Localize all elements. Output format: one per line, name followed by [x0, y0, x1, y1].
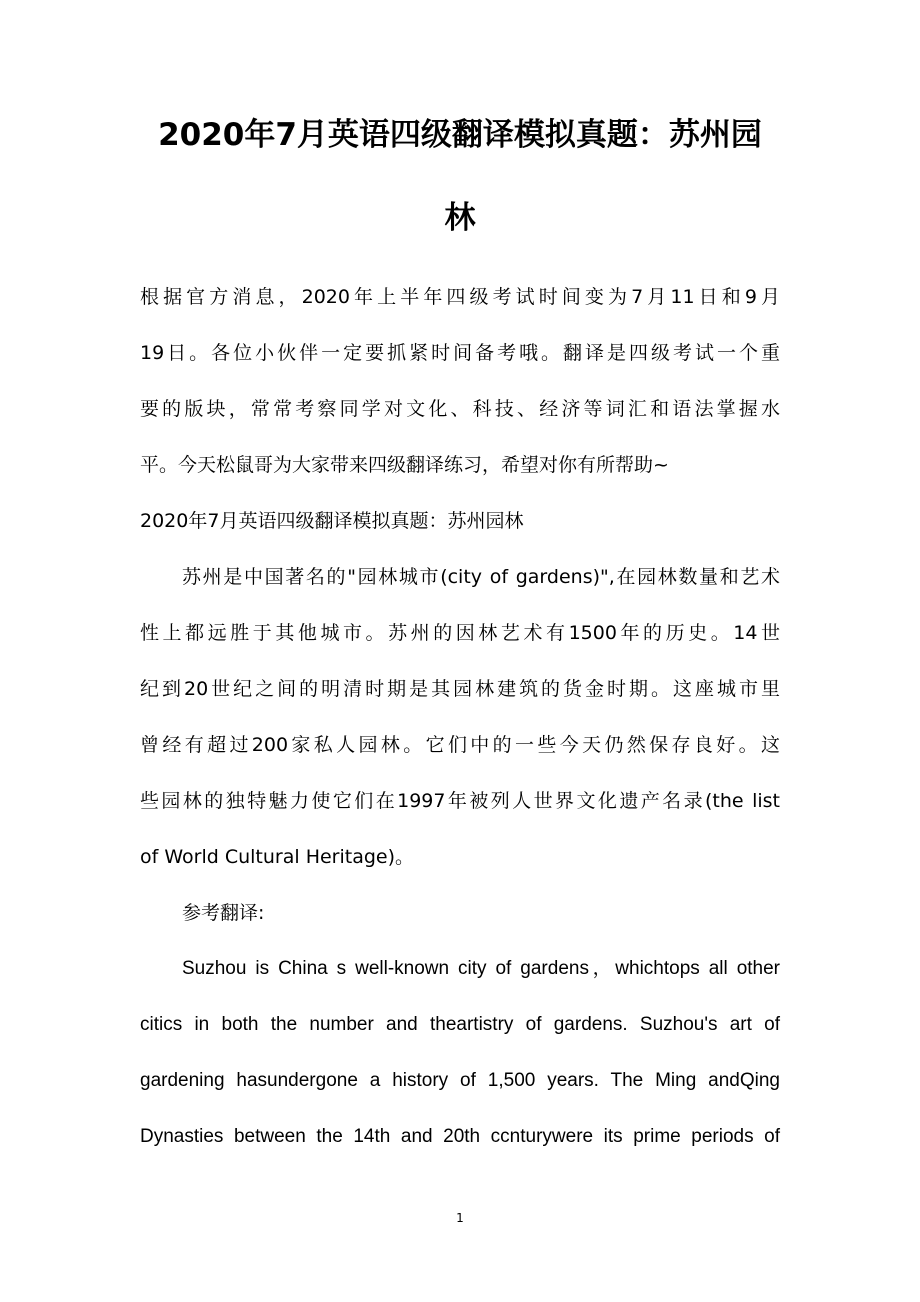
passage-line-5: 些园林的独特魅力使它们在1997年被列人世界文化遗产名录(the list	[140, 790, 780, 812]
translation-line-3: gardening hasundergone a history of 1,500 years. The Ming andQing	[140, 1070, 780, 1091]
passage-line-6: of World Cultural Heritage)。	[140, 846, 415, 868]
intro-line-1: 根据官方消息，2020年上半年四级考试时间变为7月11日和9月	[140, 286, 780, 308]
subtitle: 2020年7月英语四级翻译模拟真题：苏州园林	[140, 510, 524, 532]
page-number: 1	[456, 1211, 464, 1225]
document-title-line-1: 2020年7月英语四级翻译模拟真题：苏州园	[158, 117, 762, 153]
intro-line-4: 平。今天松鼠哥为大家带来四级翻译练习，希望对你有所帮助~	[140, 454, 669, 476]
passage-line-1: 苏州是中国著名的"园林城市(city of gardens)",在园林数量和艺术	[182, 566, 780, 588]
translation-line-2: citics in both the number and theartistry of gardens. Suzhou's art of	[140, 1014, 780, 1035]
intro-line-2: 19日。各位小伙伴一定要抓紧时间备考哦。翻译是四级考试一个重	[140, 342, 780, 364]
document-title-line-2: 林	[444, 200, 476, 236]
passage-line-3: 纪到20世纪之间的明清时期是其园林建筑的货金时期。这座城市里	[140, 678, 780, 700]
intro-line-3: 要的版块，常常考察同学对文化、科技、经济等词汇和语法掌握水	[140, 398, 780, 420]
passage-line-4: 曾经有超过200家私人园林。它们中的一些今天仍然保存良好。这	[140, 734, 780, 756]
translation-line-1: Suzhou is China s well-known city of gardens，whichtops all other	[182, 958, 780, 979]
reference-label: 参考翻译:	[182, 902, 265, 924]
passage-line-2: 性上都远胜于其他城市。苏州的因林艺术有1500年的历史。14世	[140, 622, 780, 644]
translation-line-4: Dynasties between the 14th and 20th ccnturywere its prime periods of	[140, 1126, 780, 1147]
